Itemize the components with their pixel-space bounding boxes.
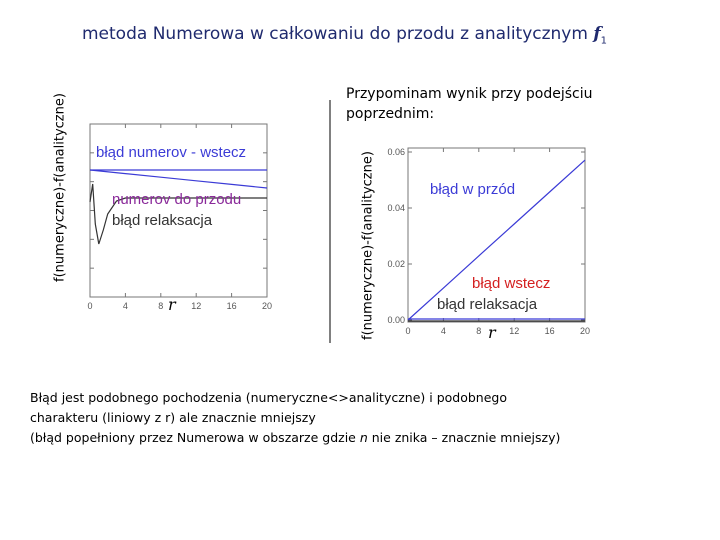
notes-block <box>30 388 710 448</box>
left-annotation-numerov-do-przodu: numerov do przodu <box>112 191 242 208</box>
right-annotation-w-przod: błąd w przód <box>430 181 516 198</box>
right-xtick-label: 0 <box>405 326 411 336</box>
right-ytick-label: 0.02 <box>387 259 405 269</box>
left-xtick-label: 20 <box>261 301 273 311</box>
left-xtick-label: 16 <box>226 301 237 311</box>
left-xtick-label: 0 <box>87 301 93 311</box>
right-annotation-relaksacja: błąd relaksacja <box>437 296 538 313</box>
left-xtick-label: 8 <box>158 301 164 311</box>
notes-line-3 <box>30 428 710 448</box>
right-chart <box>387 147 590 342</box>
right-annotation-wstecz: błąd wstecz <box>472 275 551 292</box>
right-ytick-label: 0.00 <box>387 315 405 325</box>
right-xlabel: r <box>488 323 496 342</box>
left-annotation-numerov-wstecz: błąd numerov - wstecz <box>96 144 247 161</box>
left-chart <box>87 124 272 314</box>
right-xtick-label: 4 <box>440 326 446 336</box>
left-chart-ylabel: f(numeryczne)-f(analityczne) <box>52 93 68 282</box>
title-symbol: f <box>593 24 601 44</box>
right-chart-ylabel: f(numeryczne)-f(analityczne) <box>360 151 376 340</box>
notes-line-2: charakteru (liniowy z r) ale znacznie mniejszy <box>30 410 316 425</box>
right-xtick-label: 16 <box>544 326 555 336</box>
right-ytick-label: 0.04 <box>387 203 405 213</box>
notes-line-3a: (błąd popełniony przez Numerowa w obszarze gdzie <box>30 430 360 445</box>
left-xtick-label: 12 <box>191 301 202 311</box>
notes-line-1: Błąd jest podobnego pochodzenia (numeryczne<>analityczne) i podobnego <box>30 390 507 405</box>
right-xtick-label: 8 <box>476 326 482 336</box>
left-xlabel: r <box>168 295 176 314</box>
left-series-numerov-do-przodu <box>90 170 267 188</box>
title-subscript: 1 <box>600 35 608 47</box>
left-xtick-label: 4 <box>122 301 128 311</box>
title-main: metoda Numerowa w całkowaniu do przodu z analitycznym <box>82 24 594 44</box>
reminder-text: Przypominam wynik przy podejściu poprzednim: <box>346 86 593 122</box>
right-xtick-label: 12 <box>509 326 520 336</box>
left-annotation-relaksacja: błąd relaksacja <box>112 212 213 229</box>
notes-line-3b: nie znika – znacznie mniejszy) <box>367 430 561 445</box>
notes-line-3n: n <box>359 430 368 445</box>
right-xtick-label: 20 <box>579 326 591 336</box>
right-ytick-label: 0.06 <box>387 147 405 157</box>
